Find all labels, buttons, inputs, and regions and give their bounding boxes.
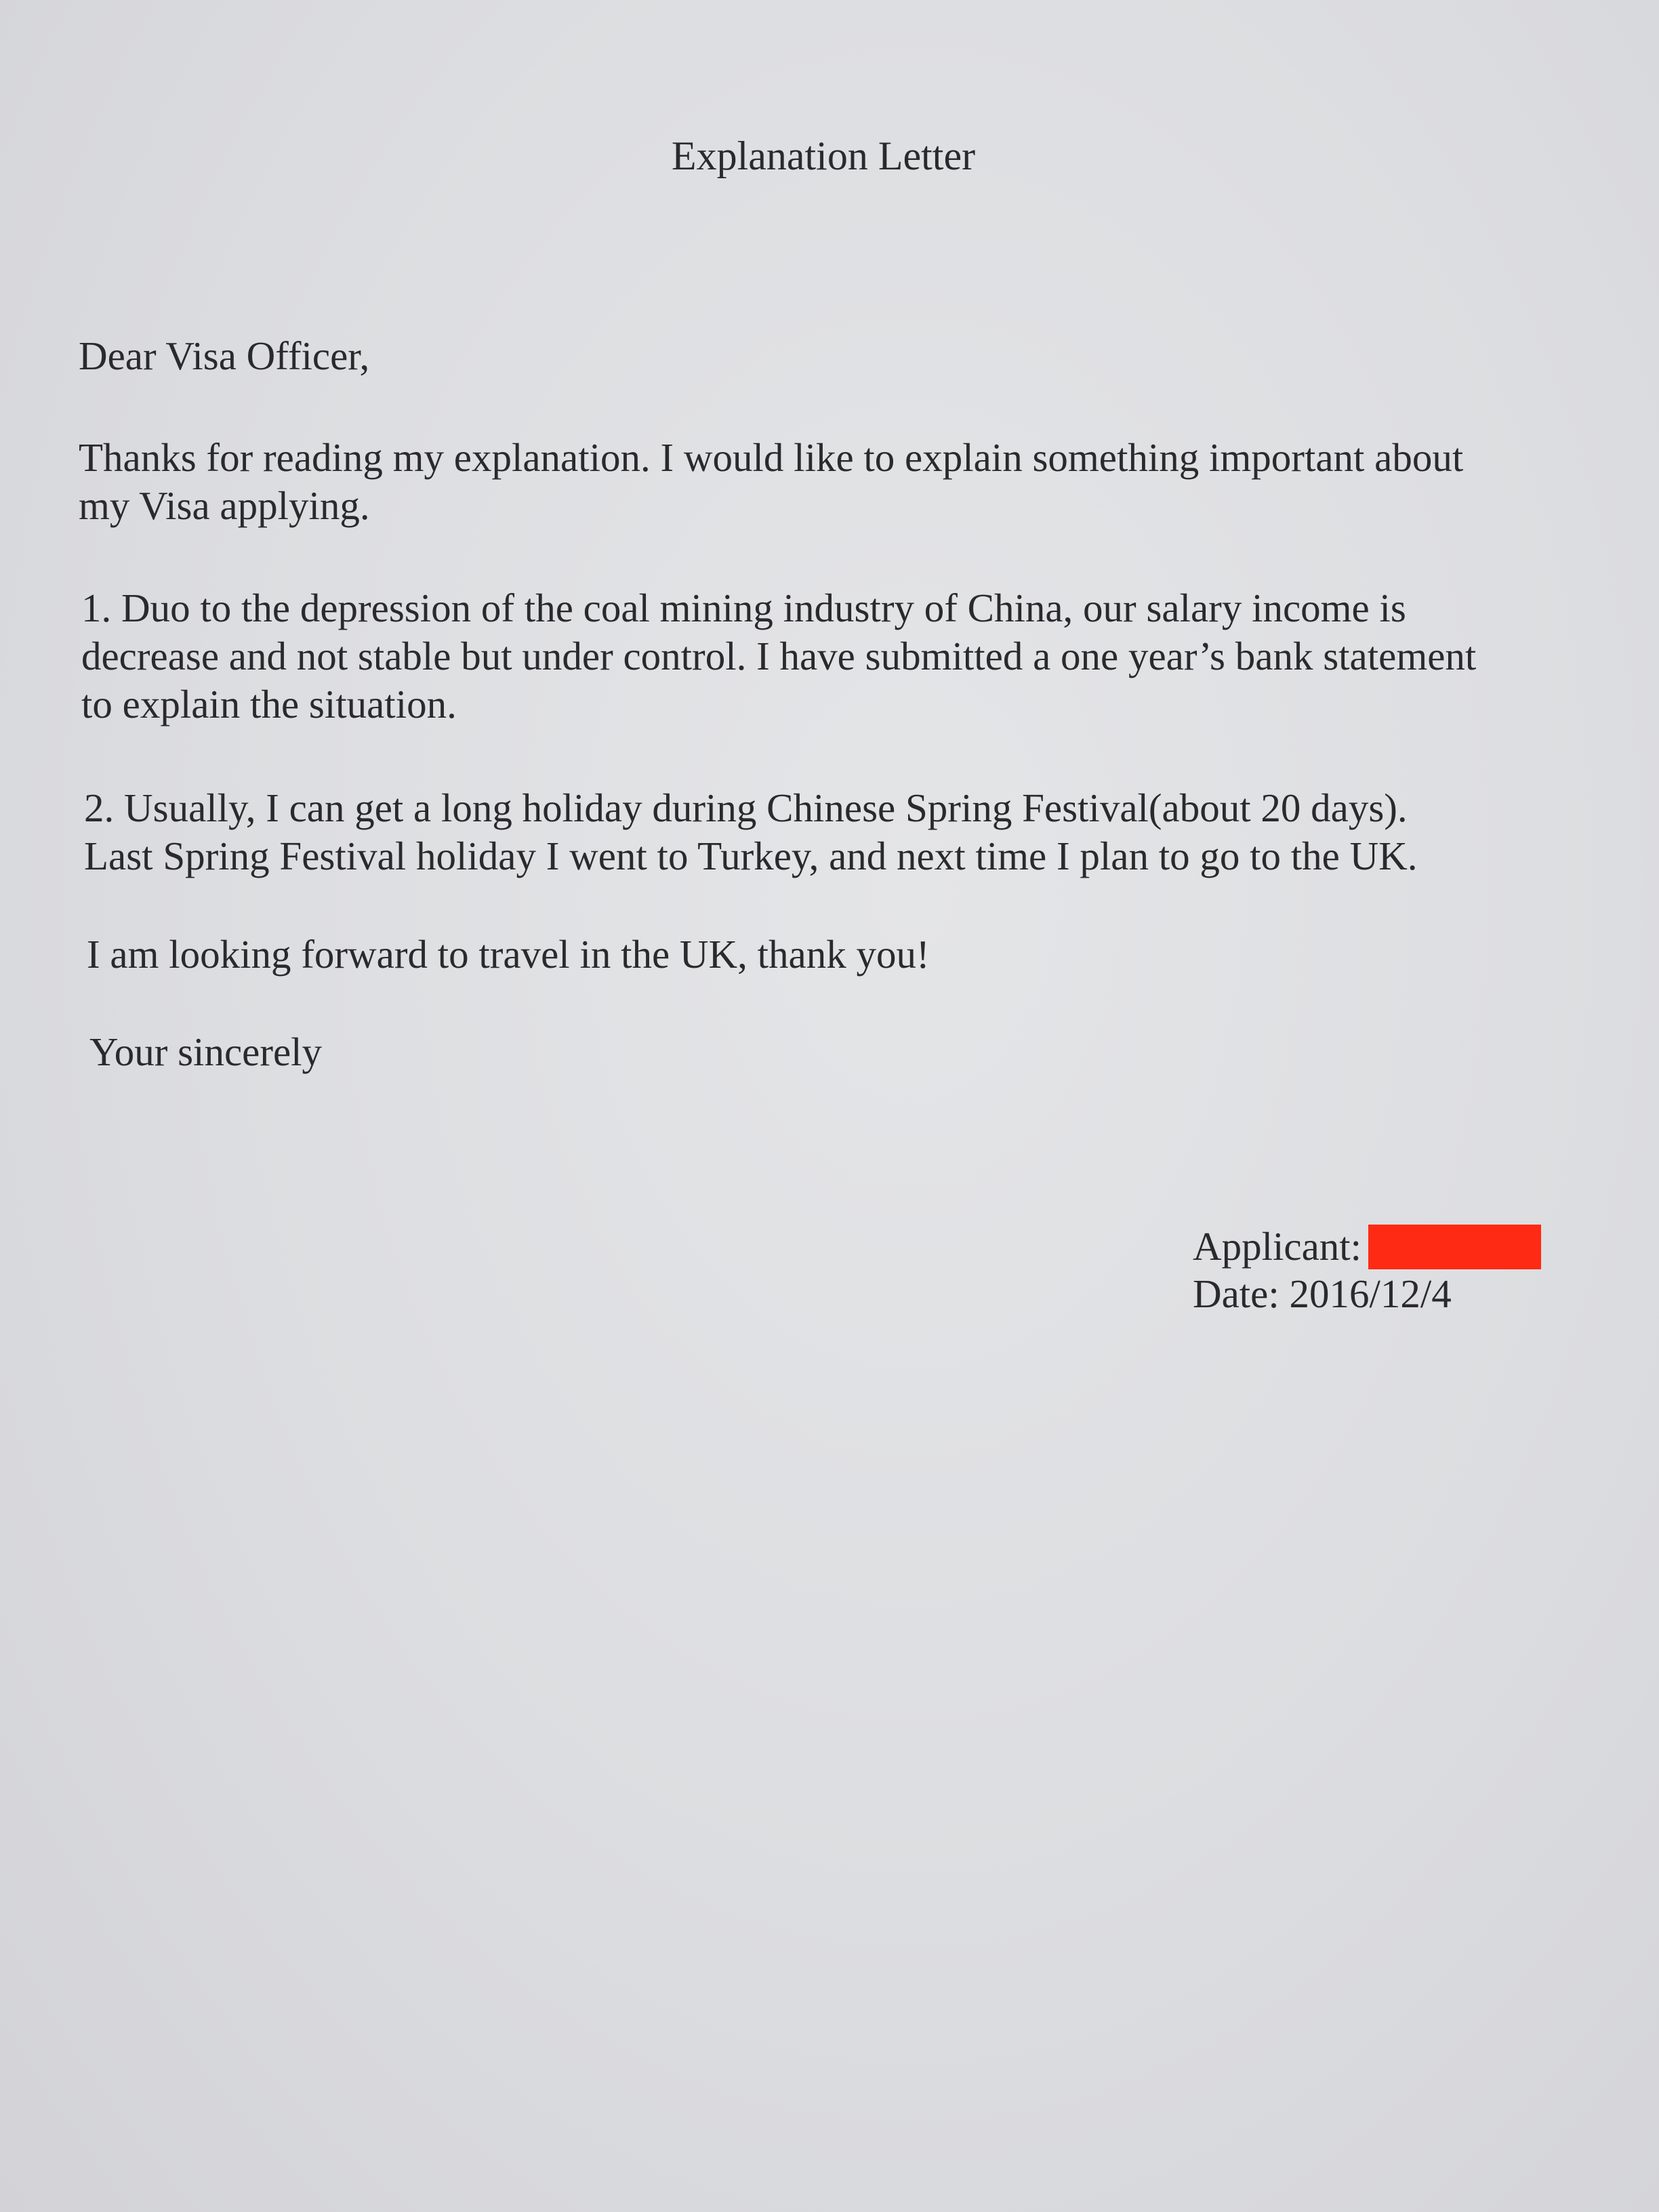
paragraph-line: Thanks for reading my explanation. I would like to explain something important about	[79, 435, 1464, 480]
applicant-line	[1193, 1223, 1541, 1270]
paragraph-line: to explain the situation.	[81, 682, 457, 726]
applicant-label: Applicant:	[1193, 1224, 1362, 1269]
paragraph-line: my Visa applying.	[79, 483, 370, 528]
closing-phrase: Your sincerely	[89, 1029, 323, 1074]
paragraph-line: 1. Duo to the depression of the coal mining industry of China, our salary income is	[81, 586, 1406, 630]
redaction-box	[1368, 1225, 1541, 1269]
date-line: Date: 2016/12/4	[1193, 1271, 1452, 1316]
paragraph-line: 2. Usually, I can get a long holiday during Chinese Spring Festival(about 20 days).	[84, 785, 1408, 830]
paragraph-point-2	[84, 784, 1602, 880]
paragraph-closing-remark: I am looking forward to travel in the UK, thank you!	[87, 932, 930, 977]
paragraph-line: Last Spring Festival holiday I went to Turkey, and next time I plan to go to the UK.	[84, 834, 1418, 878]
salutation: Dear Visa Officer,	[79, 333, 370, 378]
paragraph-point-1	[81, 584, 1599, 729]
signature-block	[1193, 1223, 1541, 1317]
paragraph-line: decrease and not stable but under control. I have submitted a one year’s bank statement	[81, 634, 1477, 678]
letter-title: Explanation Letter	[671, 134, 976, 178]
paragraph-intro	[79, 434, 1597, 530]
